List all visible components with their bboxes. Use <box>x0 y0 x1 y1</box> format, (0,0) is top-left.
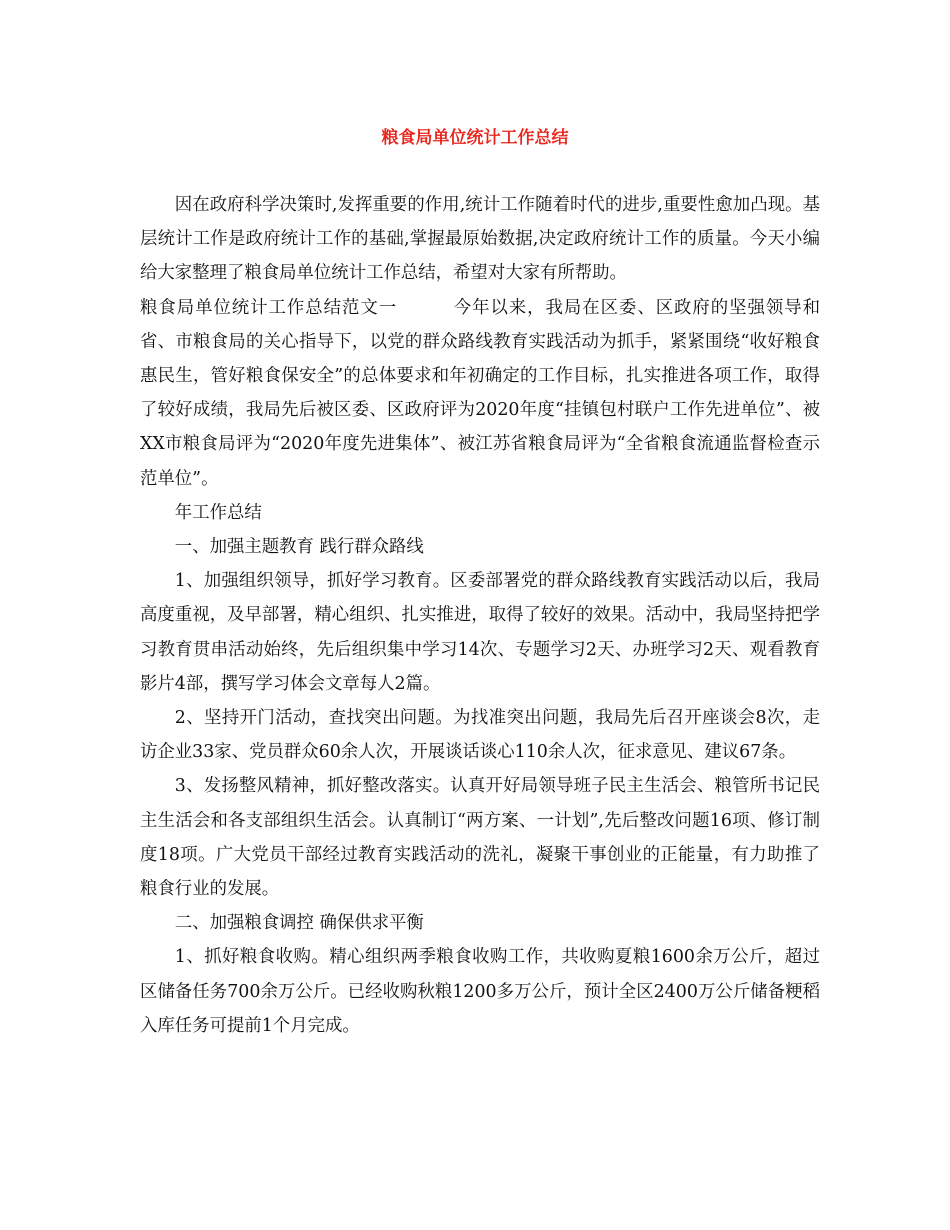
document-title: 粮食局单位统计工作总结 <box>381 128 569 148</box>
paragraph-2: 2、坚持开门活动，查找突出问题。为找准突出问题，我局先后召开座谈会8次，走访企业33家、党员群众60余人次，开展谈话谈心110余人次，征求意见、建议67条。 <box>140 708 820 763</box>
sample-paragraph <box>140 291 820 496</box>
section-heading-1: 一、加强主题教育 践行群众路线 <box>174 537 424 558</box>
sample-body: 今年以来，我局在区委、区政府的坚强领导和省、市粮食局的关心指导下，以党的群众路线教育实践活动为抓手，紧紧围绕“收好粮食惠民生，管好粮食保安全”的总体要求和年初确定的工作目标，扎实推进各项工作，取得了较好成绩，我局先后被区委、区政府评为2020年度“挂镇包村联户工作先进单位”、被XX市粮食局评为“2020年度先进集体”、被江苏省粮食局评为“全省粮食流通监督检查示范单位”。 <box>140 297 820 489</box>
year-summary-paragraph: 年工作总结 <box>174 502 262 523</box>
paragraph-1: 1、加强组织领导，抓好学习教育。区委部署党的群众路线教育实践活动以后，我局高度重视，及早部署，精心组织、扎实推进，取得了较好的效果。活动中，我局坚持把学习教育贯串活动始终，先后组织集中学习14次、专题学习2天、办班学习2天、观看教育影片4部，撰写学习体会文章每人2篇。 <box>140 571 820 694</box>
section-heading-2: 二、加强粮食调控 确保供求平衡 <box>174 913 424 934</box>
paragraph-3: 3、发扬整风精神，抓好整改落实。认真开好局领导班子民主生活会、粮管所书记民主生活会和各支部组织生活会。认真制订“两方案、一计划”,先后整改问题16项、修订制度18项。广大党员干部经过教育实践活动的洗礼，凝聚干事创业的正能量，有力助推了粮食行业的发展。 <box>140 776 820 900</box>
intro-paragraph: 因在政府科学决策时,发挥重要的作用,统计工作随着时代的进步,重要性愈加凸现。基层统计工作是政府统计工作的基础,掌握最原始数据,决定政府统计工作的质量。今天小编给大家整理了粮食局单位统计工作总结，希望对大家有所帮助。 <box>140 195 820 284</box>
sample-heading: 粮食局单位统计工作总结范文一 <box>140 297 398 318</box>
document-body <box>140 188 820 1043</box>
paragraph-4: 1、抓好粮食收购。精心组织两季粮食收购工作，共收购夏粮1600余万公斤，超过区储备任务700余万公斤。已经收购秋粮1200多万公斤，预计全区2400万公斤储备粳稻入库任务可提前1个月完成。 <box>140 947 820 1036</box>
